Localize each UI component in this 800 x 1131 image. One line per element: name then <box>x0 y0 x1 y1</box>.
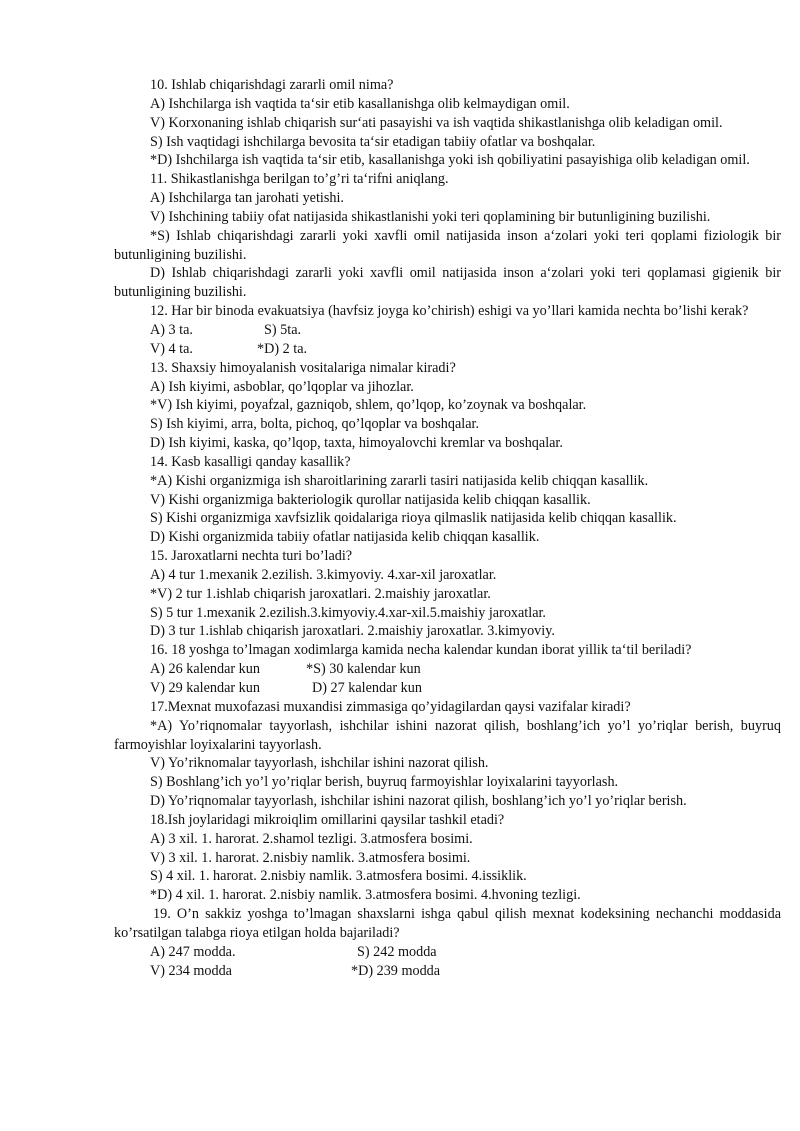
option-a-correct: *A) Kishi organizmiga ish sharoitlarining zararli tasiri natijasida kelib chiqqan kasallik. <box>150 472 649 489</box>
option-v: V) 3 xil. 1. harorat. 2.nisbiy namlik. 3.atmosfera bosimi. <box>150 849 471 866</box>
option-d: D) Ish kiyimi, kaska, qo’lqop, taxta, himoyalovchi kremlar va boshqalar. <box>150 435 563 452</box>
option-v: V) Kishi organizmiga bakteriologik qurollar natijasida kelib chiqqan kasallik. <box>150 491 591 508</box>
question-12: 12. Har bir binoda evakuatsiya (havfsiz joyga ko’chirish) eshigi va yo’llari kamida nechta bo’lishi kerak? <box>150 303 749 320</box>
question-13: 13. Shaxsiy himoyalanish vositalariga nimalar kiradi? <box>150 359 456 376</box>
question-17: 17.Mexnat muxofazasi muxandisi zimmasiga qo’yidagilardan qaysi vazifalar kiradi? <box>150 698 631 715</box>
option-d-correct: *D) Ishchilarga ish vaqtida ta‘sir etib, kasallanishga yoki ish qobiliyatini pasayishiga olib keladigan omil. <box>150 152 750 169</box>
option-v-correct: *V) Ish kiyimi, poyafzal, gazniqob, shlem, qo’lqop, ko’zoynak va boshqalar. <box>150 397 587 414</box>
options-row <box>114 321 781 340</box>
option-s-correct: *S) 30 kalendar kun <box>306 661 421 678</box>
option-a: A) Ishchilarga tan jarohati yetishi. <box>150 190 344 207</box>
option-d: D) 3 tur 1.ishlab chiqarish jaroxatlari. 2.maishiy jaroxatlar. 3.kimyoviy. <box>150 623 555 640</box>
option-d-correct: *D) 2 ta. <box>257 340 308 357</box>
options-row <box>114 679 781 698</box>
option-s: S) 242 modda <box>357 943 437 960</box>
option-d-correct: *D) 239 modda <box>351 962 441 979</box>
option-v: V) Yo’riknomalar tayyorlash, ishchilar ishini nazorat qilish. <box>150 755 489 772</box>
question-16: 16. 18 yoshga to’lmagan xodimlarga kamida necha kalendar kundan iborat yillik ta‘til beriladi? <box>150 642 692 659</box>
question-10: 10. Ishlab chiqarishdagi zararli omil nima? <box>150 77 394 93</box>
option-d: D) 27 kalendar kun <box>312 680 422 696</box>
option-d: D) Yo’riqnomalar tayyorlash, ishchilar ishini nazorat qilish, boshlang’ich yo’l yo’riqlar berish. <box>150 793 687 810</box>
option-v: V) 4 ta. <box>150 340 193 357</box>
option-v: V) 234 modda <box>150 962 232 979</box>
question-14: 14. Kasb kasalligi qanday kasallik? <box>150 453 351 470</box>
option-s: S) 5ta. <box>264 321 302 338</box>
option-v: V) Korxonaning ishlab chiqarish sur‘ati pasayishi va ish vaqtida shikastlanishga olib keladigan omil. <box>150 114 723 131</box>
question-15: 15. Jaroxatlarni nechta turi bo’ladi? <box>150 548 353 565</box>
option-v-correct: *V) 2 tur 1.ishlab chiqarish jaroxatlari. 2.maishiy jaroxatlar. <box>150 585 491 602</box>
option-a: A) 4 tur 1.mexanik 2.ezilish. 3.kimyoviy. 4.xar-xil jaroxatlar. <box>150 566 497 583</box>
question-11: 11. Shikastlanishga berilgan to’g’ri ta‘rifni aniqlang. <box>150 171 449 188</box>
option-d: D) Ishlab chiqarishdagi zararli yoki xavfli omil natijasida inson a‘zolari yoki teri qoplamasi gigienik bir butunligining buzilishi. <box>114 265 781 301</box>
option-a: A) Ishchilarga ish vaqtida ta‘sir etib kasallanishga olib kelmaydigan omil. <box>150 95 570 112</box>
option-a: A) 3 ta. <box>150 321 193 338</box>
option-v: V) 29 kalendar kun <box>150 680 260 696</box>
question-18: 18.Ish joylaridagi mikroiqlim omillarini qaysilar tashkil etadi? <box>150 811 505 828</box>
option-d-correct: *D) 4 xil. 1. harorat. 2.nisbiy namlik. 3.atmosfera bosimi. 4.hvoning tezligi. <box>150 887 581 904</box>
test-questions <box>114 76 781 981</box>
options-row <box>114 962 781 981</box>
option-s: S) Ish vaqtidagi ishchilarga bevosita ta‘sir etadigan tabiiy ofatlar va boshqalar. <box>150 133 596 150</box>
option-a: A) 247 modda. <box>150 943 236 960</box>
option-s: S) 4 xil. 1. harorat. 2.nisbiy namlik. 3.atmosfera bosimi. 4.issiklik. <box>150 868 527 885</box>
option-s: S) 5 tur 1.mexanik 2.ezilish.3.kimyoviy.4.xar-xil.5.maishiy jaroxatlar. <box>150 604 546 621</box>
question-19: 19. O’n sakkiz yoshga to’lmagan shaxslarni ishga qabul qilish mexnat kodeksining nechanchi moddasida ko’rsatilgan talabga rioya etilgan holda bajariladi? <box>114 906 781 941</box>
option-s: S) Ish kiyimi, arra, bolta, pichoq, qo’lqoplar va boshqalar. <box>150 416 479 433</box>
options-row <box>114 340 781 359</box>
option-s: S) Boshlang’ich yo’l yo’riqlar berish, buyruq farmoyishlar loyixalarini tayyorlash. <box>150 774 619 791</box>
option-a: A) 3 xil. 1. harorat. 2.shamol tezligi. 3.atmosfera bosimi. <box>150 830 473 847</box>
option-a-correct: *A) Yo’riqnomalar tayyorlash, ishchilar ishini nazorat qilish, boshlang’ich yo’l yo’riqlar berish, buyruq farmoyishlar loyixalarini tayyorlash. <box>114 717 781 753</box>
option-a: A) Ish kiyimi, asboblar, qo’lqoplar va jihozlar. <box>150 378 414 395</box>
option-s: S) Kishi organizmiga xavfsizlik qoidalariga rioya qilmaslik natijasida kelib chiqqan kasallik. <box>150 510 677 527</box>
option-s-correct: *S) Ishlab chiqarishdagi zararli yoki xavfli omil natijasida inson a‘zolari yoki teri qoplami fiziologik bir butunligining buzilishi. <box>114 227 781 263</box>
option-v: V) Ishchining tabiiy ofat natijasida shikastlanishi yoki teri qoplamining bir butunligining buzilishi. <box>150 208 711 225</box>
options-row <box>114 660 781 679</box>
option-a: A) 26 kalendar kun <box>150 661 260 678</box>
options-row <box>114 943 781 962</box>
option-d: D) Kishi organizmida tabiiy ofatlar natijasida kelib chiqqan kasallik. <box>150 529 540 546</box>
